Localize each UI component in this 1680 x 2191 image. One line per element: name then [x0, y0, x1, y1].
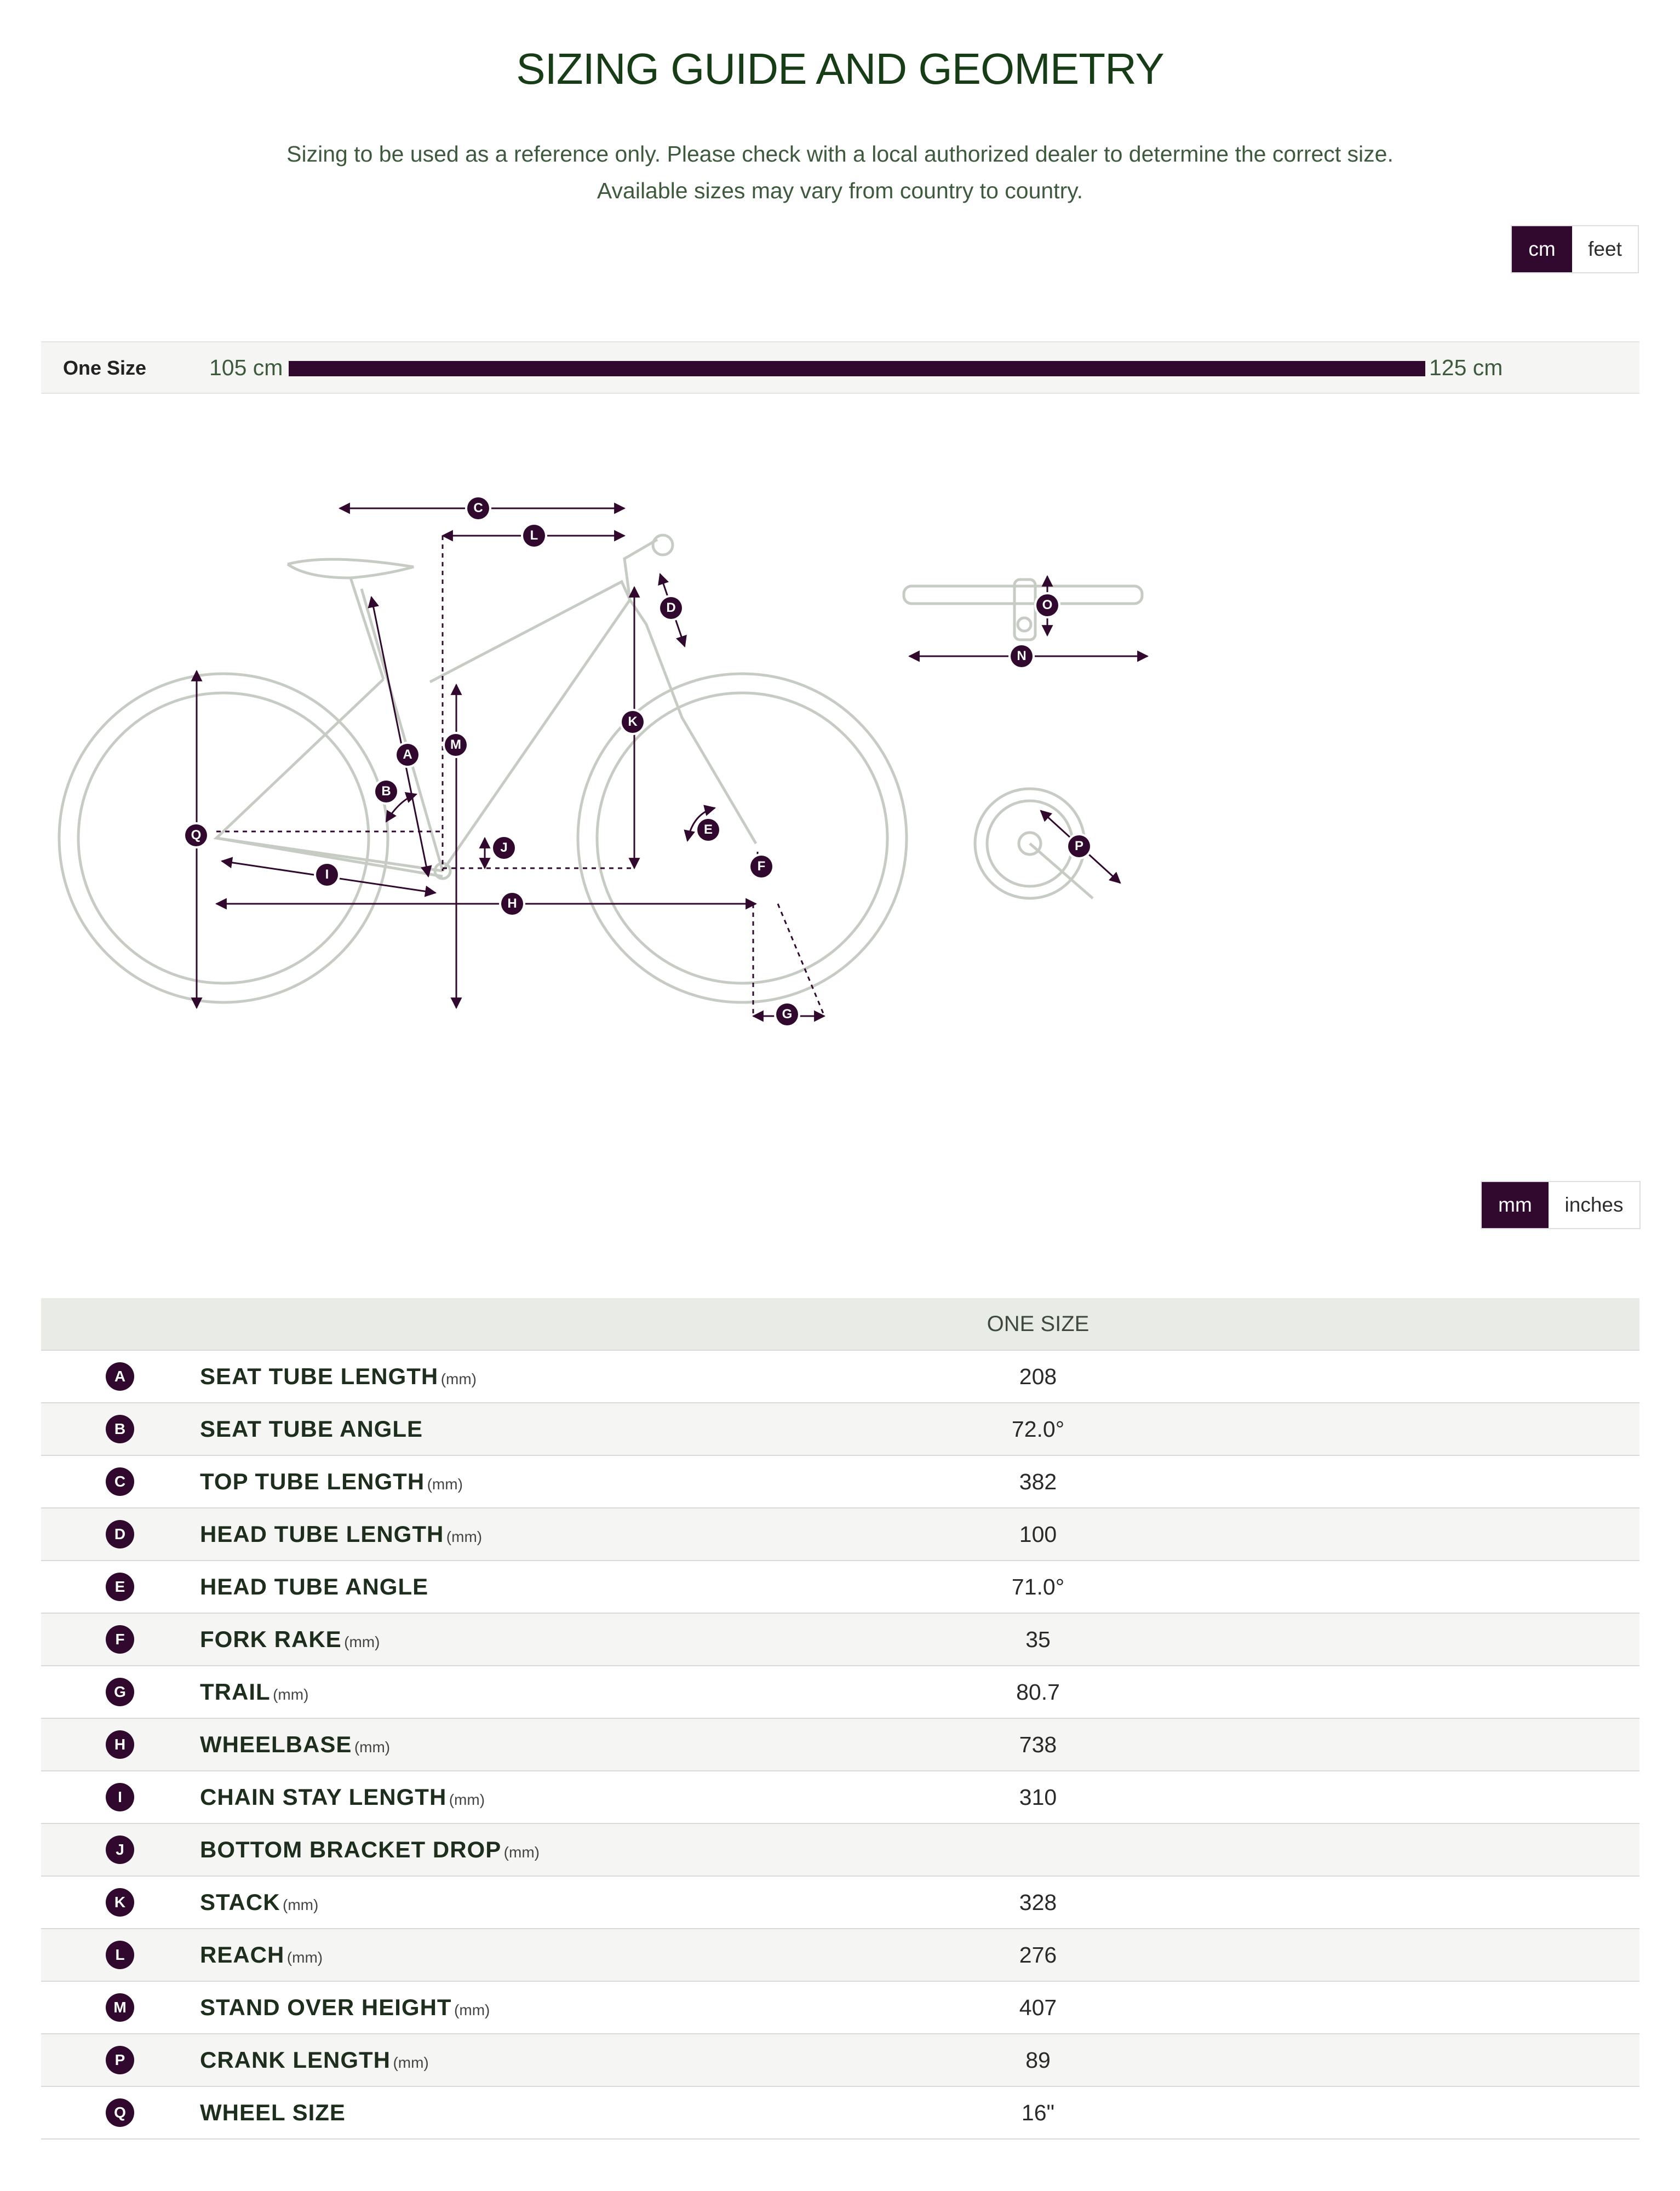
- row-param-unit: (mm): [446, 1528, 483, 1545]
- table-row: [41, 1718, 1639, 1771]
- row-param-unit: (mm): [286, 1949, 323, 1966]
- header-blank: [41, 1298, 200, 1350]
- unit-feet-button[interactable]: feet: [1588, 238, 1622, 260]
- header-blank: [200, 1298, 912, 1350]
- row-value: 72.0°: [912, 1403, 1164, 1455]
- row-spacer: [1164, 1823, 1639, 1876]
- row-spacer: [1164, 1666, 1639, 1718]
- row-param-name: WHEELBASE: [200, 1731, 352, 1757]
- unit-inches-button[interactable]: inches: [1564, 1194, 1624, 1216]
- row-letter-badge: P: [106, 2046, 134, 2074]
- row-spacer: [1164, 1508, 1639, 1561]
- table-row: [41, 1350, 1639, 1403]
- row-badge-cell: [41, 1508, 200, 1561]
- row-param-name: WHEEL SIZE: [200, 2100, 346, 2125]
- subtitle-line-1: Sizing to be used as a reference only. Please check with a local authorized dealer to determine the correct size.: [286, 141, 1394, 167]
- row-badge-cell: [41, 1771, 200, 1823]
- row-value: 738: [912, 1718, 1164, 1771]
- row-label-cell: [200, 1455, 912, 1508]
- diagram-label-l: L: [523, 525, 545, 547]
- row-value: 71.0°: [912, 1561, 1164, 1613]
- table-row: [41, 1929, 1639, 1981]
- row-label-cell: [200, 1613, 912, 1666]
- row-param-name: TRAIL: [200, 1679, 271, 1705]
- table-row: [41, 1508, 1639, 1561]
- diagram-label-p: P: [1068, 835, 1090, 857]
- row-param-name: SEAT TUBE LENGTH: [200, 1363, 439, 1389]
- row-label-cell: [200, 1350, 912, 1403]
- row-value: [912, 1823, 1164, 1876]
- row-param-unit: (mm): [454, 2001, 490, 2018]
- row-badge-cell: [41, 1981, 200, 2034]
- row-badge-cell: [41, 1823, 200, 1876]
- row-letter-badge: H: [106, 1730, 134, 1759]
- row-badge-cell: [41, 1403, 200, 1455]
- row-spacer: [1164, 1613, 1639, 1666]
- diagram-label-i: I: [316, 864, 338, 886]
- row-param-unit: (mm): [503, 1844, 540, 1861]
- row-label-cell: [200, 1561, 912, 1613]
- diagram-label-o: O: [1036, 594, 1058, 616]
- row-letter-badge: M: [106, 1993, 134, 2022]
- size-range-row: [41, 341, 1639, 394]
- table-row: [41, 1613, 1639, 1666]
- diagram-label-b: B: [375, 781, 397, 802]
- row-label-cell: [200, 1929, 912, 1981]
- table-row: [41, 1455, 1639, 1508]
- one-size-column-header: ONE SIZE: [912, 1298, 1164, 1350]
- table-row: [41, 1666, 1639, 1718]
- row-badge-cell: [41, 2034, 200, 2086]
- row-spacer: [1164, 1718, 1639, 1771]
- row-param-name: CRANK LENGTH: [200, 2047, 391, 2073]
- row-value: 208: [912, 1350, 1164, 1403]
- row-label-cell: [200, 1508, 912, 1561]
- size-range-bar: [289, 361, 1425, 376]
- row-label-cell: [200, 1771, 912, 1823]
- row-value: 100: [912, 1508, 1164, 1561]
- row-label-cell: [200, 1823, 912, 1876]
- height-unit-toggle: [1511, 225, 1639, 273]
- diagram-label-e: E: [697, 819, 719, 841]
- row-letter-badge: A: [106, 1362, 134, 1391]
- table-row: [41, 1981, 1639, 2034]
- row-param-name: TOP TUBE LENGTH: [200, 1469, 425, 1494]
- row-param-unit: (mm): [393, 2054, 429, 2071]
- table-row: [41, 2086, 1639, 2139]
- row-badge-cell: [41, 1876, 200, 1929]
- table-row: [41, 1876, 1639, 1929]
- row-letter-badge: B: [106, 1415, 134, 1443]
- table-header-row: [41, 1298, 1639, 1350]
- diagram-label-n: N: [1011, 645, 1033, 667]
- row-spacer: [1164, 2034, 1639, 2086]
- size-range-max: 125 cm: [1429, 355, 1503, 380]
- row-label-cell: [200, 1718, 912, 1771]
- bike-outline: [59, 535, 1142, 1002]
- row-badge-cell: [41, 2086, 200, 2139]
- diagram-label-d: D: [660, 597, 682, 619]
- row-value: 80.7: [912, 1666, 1164, 1718]
- row-letter-badge: F: [106, 1625, 134, 1654]
- geometry-diagram: [0, 427, 1680, 1052]
- row-value: 328: [912, 1876, 1164, 1929]
- row-badge-cell: [41, 1350, 200, 1403]
- row-letter-badge: D: [106, 1520, 134, 1548]
- diagram-label-h: H: [501, 893, 523, 915]
- row-letter-badge: L: [106, 1941, 134, 1969]
- row-letter-badge: C: [106, 1467, 134, 1496]
- row-spacer: [1164, 1403, 1639, 1455]
- row-label-cell: [200, 1666, 912, 1718]
- row-param-name: HEAD TUBE LENGTH: [200, 1521, 444, 1547]
- table-row: [41, 1771, 1639, 1823]
- row-param-unit: (mm): [273, 1686, 309, 1703]
- diagram-label-g: G: [776, 1003, 798, 1025]
- row-value: 310: [912, 1771, 1164, 1823]
- row-spacer: [1164, 2086, 1639, 2139]
- unit-mm-button[interactable]: mm: [1482, 1182, 1549, 1228]
- row-badge-cell: [41, 1666, 200, 1718]
- geometry-table: [41, 1298, 1639, 2140]
- diagram-label-k: K: [622, 711, 644, 733]
- row-param-name: BOTTOM BRACKET DROP: [200, 1837, 502, 1862]
- row-letter-badge: Q: [106, 2098, 134, 2127]
- row-spacer: [1164, 1455, 1639, 1508]
- row-spacer: [1164, 1561, 1639, 1613]
- table-row: [41, 1561, 1639, 1613]
- row-param-name: SEAT TUBE ANGLE: [200, 1416, 423, 1442]
- row-param-name: HEAD TUBE ANGLE: [200, 1574, 429, 1599]
- row-label-cell: [200, 2034, 912, 2086]
- diagram-label-m: M: [445, 734, 467, 756]
- row-letter-badge: J: [106, 1836, 134, 1864]
- row-label-cell: [200, 1403, 912, 1455]
- dimension-lines: [197, 508, 1148, 1016]
- row-letter-badge: I: [106, 1783, 134, 1811]
- row-letter-badge: K: [106, 1888, 134, 1917]
- row-param-unit: (mm): [427, 1476, 463, 1493]
- row-spacer: [1164, 1350, 1639, 1403]
- table-row: [41, 1403, 1639, 1455]
- size-label: One Size: [63, 357, 147, 379]
- row-param-name: REACH: [200, 1942, 285, 1968]
- row-label-cell: [200, 1876, 912, 1929]
- unit-cm-button[interactable]: cm: [1512, 226, 1572, 272]
- row-param-name: CHAIN STAY LENGTH: [200, 1784, 447, 1810]
- row-spacer: [1164, 1981, 1639, 2034]
- header-blank: [1164, 1298, 1639, 1350]
- diagram-label-a: A: [397, 744, 418, 766]
- row-param-unit: (mm): [344, 1633, 380, 1650]
- table-row: [41, 2034, 1639, 2086]
- row-letter-badge: G: [106, 1678, 134, 1706]
- row-spacer: [1164, 1929, 1639, 1981]
- row-param-name: FORK RAKE: [200, 1626, 342, 1652]
- row-value: 35: [912, 1613, 1164, 1666]
- row-param-unit: (mm): [440, 1370, 477, 1387]
- row-param-name: STACK: [200, 1889, 280, 1915]
- row-param-unit: (mm): [283, 1896, 319, 1913]
- row-value: 16": [912, 2086, 1164, 2139]
- row-badge-cell: [41, 1613, 200, 1666]
- table-row: [41, 1823, 1639, 1876]
- size-range-min: 105 cm: [209, 355, 283, 380]
- row-value: 89: [912, 2034, 1164, 2086]
- row-badge-cell: [41, 1455, 200, 1508]
- diagram-label-j: J: [493, 837, 515, 859]
- row-letter-badge: E: [106, 1573, 134, 1601]
- subtitle-line-2: Available sizes may vary from country to country.: [597, 178, 1083, 203]
- page-title: SIZING GUIDE AND GEOMETRY: [516, 44, 1164, 93]
- row-value: 407: [912, 1981, 1164, 2034]
- row-value: 276: [912, 1929, 1164, 1981]
- diagram-label-q: Q: [185, 824, 207, 846]
- geometry-unit-toggle: [1481, 1181, 1641, 1229]
- row-spacer: [1164, 1876, 1639, 1929]
- row-spacer: [1164, 1771, 1639, 1823]
- diagram-label-c: C: [467, 497, 489, 519]
- row-label-cell: [200, 2086, 912, 2139]
- row-param-unit: (mm): [354, 1739, 391, 1756]
- row-badge-cell: [41, 1561, 200, 1613]
- row-param-unit: (mm): [449, 1791, 485, 1808]
- row-value: 382: [912, 1455, 1164, 1508]
- row-param-name: STAND OVER HEIGHT: [200, 1994, 452, 2020]
- row-badge-cell: [41, 1718, 200, 1771]
- row-badge-cell: [41, 1929, 200, 1981]
- diagram-label-f: F: [750, 856, 772, 877]
- row-label-cell: [200, 1981, 912, 2034]
